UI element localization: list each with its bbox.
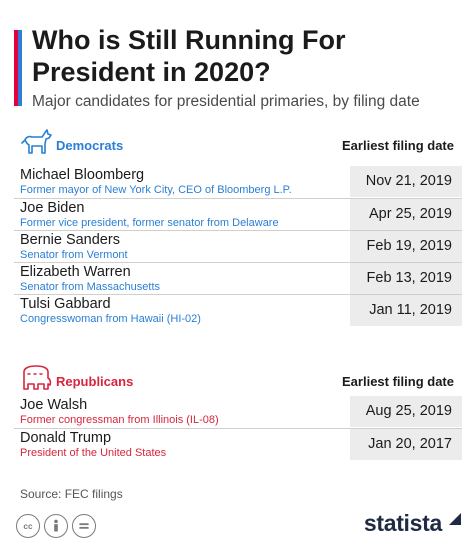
donkey-icon [20,126,54,158]
table-row [14,198,462,230]
republicans-table [14,396,462,460]
candidate-name: Elizabeth Warren [20,264,131,280]
table-row [14,396,462,428]
cc-icon [16,514,40,538]
table-row [14,230,462,262]
accent-blue-stripe [18,30,22,106]
candidate-name: Tulsi Gabbard [20,296,111,312]
democrats-header [20,126,460,160]
title-accent-bar [14,30,22,106]
party-label-democrats: Democrats [56,138,124,153]
candidate-description: Senator from Massachusetts [20,281,161,293]
filing-date: Aug 25, 2019 [365,403,452,419]
candidate-description: Former vice president, former senator from Delaware [20,217,279,229]
attribution-icon [44,514,68,538]
filing-date: Apr 25, 2019 [368,206,452,222]
source-note: Source: FEC filings [20,487,123,501]
page-title: Who is Still Running For President in 2020? [32,25,346,87]
filing-date: Jan 11, 2019 [369,302,452,318]
candidate-description: Former mayor of New York City, CEO of Bloomberg L.P. [20,184,292,196]
statista-logo-mark [448,512,462,526]
filing-date-column-header: Earliest filing date [342,138,454,153]
candidate-name: Donald Trump [20,430,112,446]
table-row [14,166,462,198]
democrats-table [14,166,462,326]
candidate-description: Senator from Vermont [20,249,128,261]
filing-date: Feb 13, 2019 [366,270,452,286]
svg-text:cc: cc [23,522,33,532]
filing-date-column-header: Earliest filing date [342,374,454,389]
table-row [14,428,462,460]
candidate-name: Bernie Sanders [20,232,120,248]
candidate-description: Congresswoman from Hawaii (HI-02) [20,313,201,325]
party-label-republicans: Republicans [56,374,134,389]
license-icons [16,514,96,540]
table-row [14,262,462,294]
candidate-name: Joe Biden [20,200,85,216]
candidate-description: President of the United States [20,447,167,459]
elephant-icon [20,362,54,394]
no-derivatives-icon [72,514,96,538]
page-subtitle: Major candidates for presidential primaries, by filing date [32,93,420,110]
candidate-name: Joe Walsh [20,397,88,413]
republicans-header [20,362,460,396]
table-row [14,294,462,326]
filing-date: Jan 20, 2017 [368,436,452,452]
statista-logo: statista [363,510,442,536]
filing-date: Nov 21, 2019 [365,173,452,189]
candidate-description: Former congressman from Illinois (IL-08) [20,414,219,426]
filing-date: Feb 19, 2019 [366,238,452,254]
candidate-name: Michael Bloomberg [20,167,145,183]
